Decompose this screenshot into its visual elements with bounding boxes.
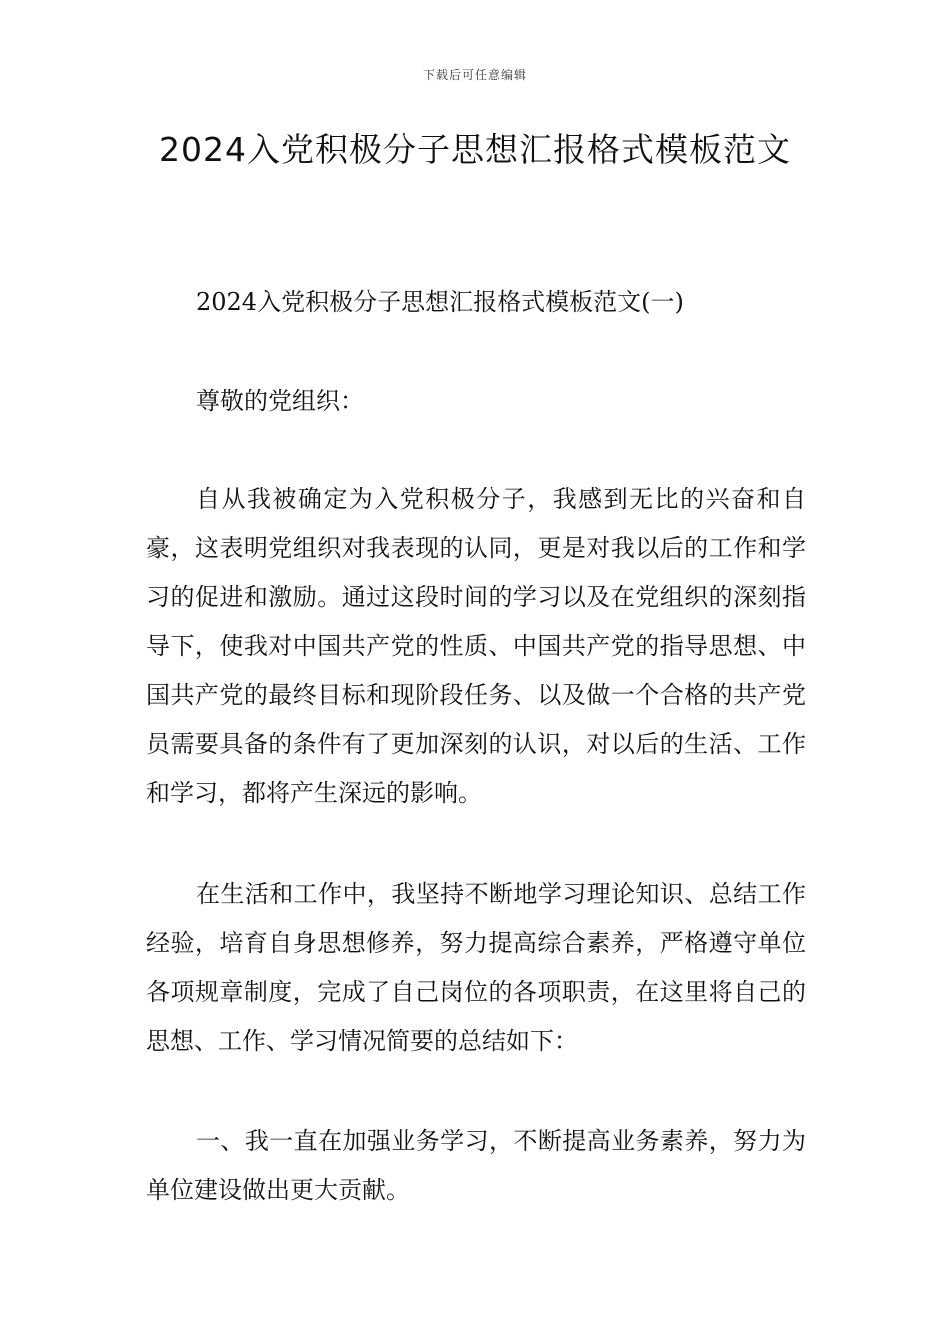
header-note: 下载后可任意编辑 [422, 68, 527, 82]
salutation: 尊敬的党组织： [196, 387, 364, 415]
body-paragraph: 一、我一直在加强业务学习，不断提高业务素养，努力为单位建设做出更大贡献。 [146, 1127, 806, 1204]
section-subtitle: 2024入党积极分子思想汇报格式模板范文(一) [196, 288, 684, 316]
body-paragraph: 在生活和工作中，我坚持不断地学习理论知识、总结工作经验，培育自身思想修养，努力提高综合素养，严格遵守单位各项规章制度，完成了自己岗位的各项职责，在这里将自己的思想、工作、学习情况简要的总结如下： [146, 880, 806, 1055]
document-title: 2024入党积极分子思想汇报格式模板范文 [159, 130, 791, 169]
body-paragraph: 自从我被确定为入党积极分子，我感到无比的兴奋和自豪，这表明党组织对我表现的认同，更是对我以后的工作和学习的促进和激励。通过这段时间的学习以及在党组织的深刻指导下，使我对中国共产党的性质、中国共产党的指导思想、中国共产党的最终目标和现阶段任务、以及做一个合格的共产党员需要具备的条件有了更加深刻的认识，对以后的生活、工作和学习，都将产生深远的影响。 [146, 485, 806, 807]
